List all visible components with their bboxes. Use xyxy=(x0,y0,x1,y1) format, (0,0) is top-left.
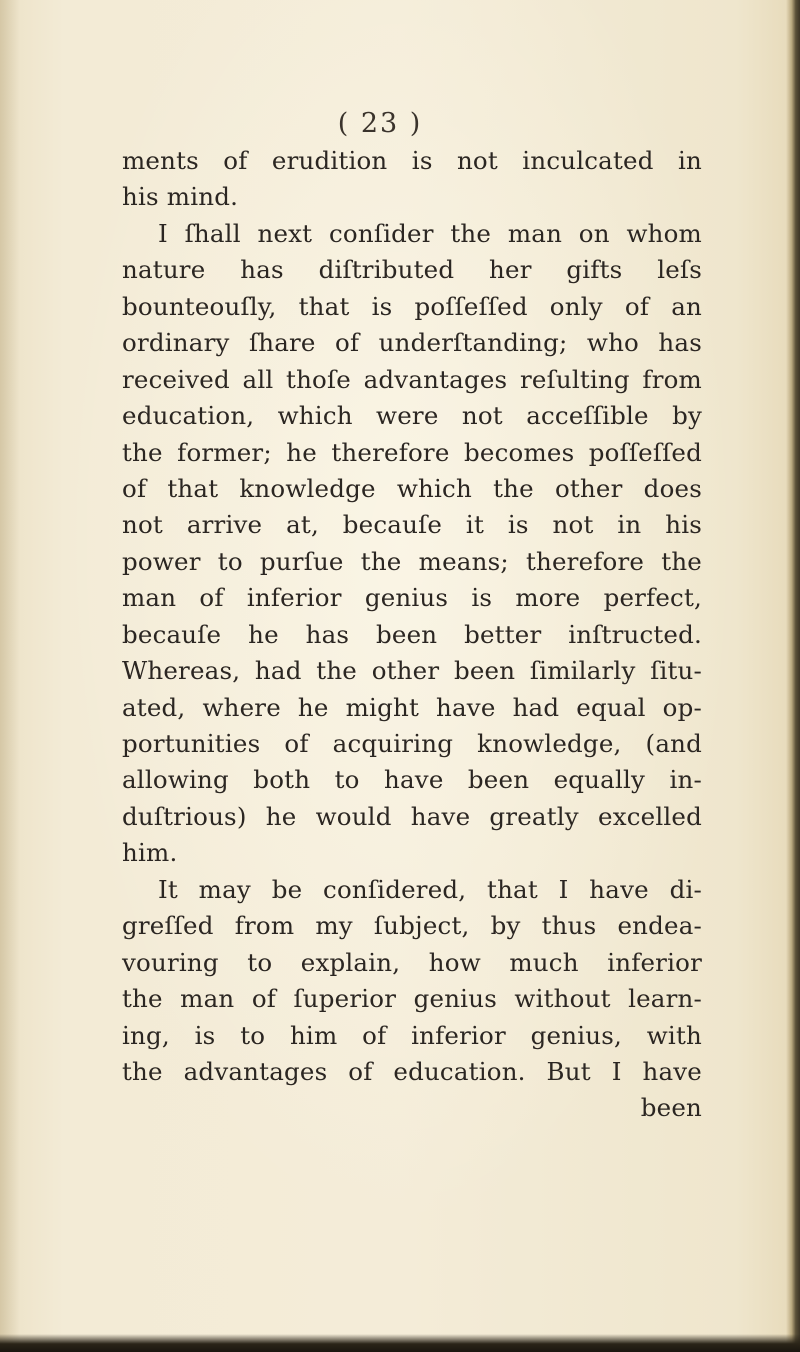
text-line: power to purſue the means; therefore the xyxy=(122,546,702,576)
page-gutter-shadow xyxy=(0,0,20,1352)
page-number: ( 23 ) xyxy=(337,108,423,139)
text-line: Whereas, had the other been ſimilarly ſitu- xyxy=(122,656,702,686)
text-line: duſtrious) he would have greatly excelled xyxy=(122,801,702,831)
text-line: It may be conſidered, that I have di- xyxy=(158,874,702,904)
text-line: ments of erudition is not inculcated in xyxy=(122,146,702,175)
text-line: ated, where he might have had equal op- xyxy=(122,692,702,722)
text-line: the man of ſuperior genius without learn- xyxy=(122,984,702,1014)
text-line: portunities of acquiring knowledge, (and xyxy=(122,729,702,758)
text-line: the former; he therefore becomes poſſeſſed xyxy=(122,437,702,467)
text-line: greſſed from my ſubject, by thus endea- xyxy=(122,911,702,941)
text-line: bounteouſly, that is poſſeſſed only of an xyxy=(122,291,702,321)
text-line: ing, is to him of inferior genius, with xyxy=(122,1020,702,1050)
catchword: been xyxy=(640,1093,702,1123)
page-bottom-edge xyxy=(0,1334,800,1352)
text-line: received all thoſe advantages reſulting from xyxy=(122,364,702,394)
text-line: ordinary ſhare of underſtanding; who has xyxy=(122,328,702,358)
body-text xyxy=(122,143,702,1127)
text-line: education, which were not acceſſible by xyxy=(122,401,702,431)
text-line: allowing both to have been equally in- xyxy=(122,765,702,795)
text-line: I ſhall next conſider the man on whom xyxy=(158,218,702,248)
text-line: his mind. xyxy=(122,182,239,212)
text-line: man of inferior genius is more perfect, xyxy=(122,583,702,613)
text-line: becauſe he has been better inſtructed. xyxy=(122,619,702,649)
text-line: of that knowledge which the other does xyxy=(122,473,702,503)
text-line: not arrive at, becauſe it is not in his xyxy=(122,510,702,540)
text-line: vouring to explain, how much inferior xyxy=(122,947,702,977)
text-line: him. xyxy=(122,838,178,868)
text-line: the advantages of education. But I have xyxy=(122,1056,702,1086)
text-line: nature has diſtributed her gifts leſs xyxy=(122,255,702,285)
page-right-edge xyxy=(786,0,800,1352)
